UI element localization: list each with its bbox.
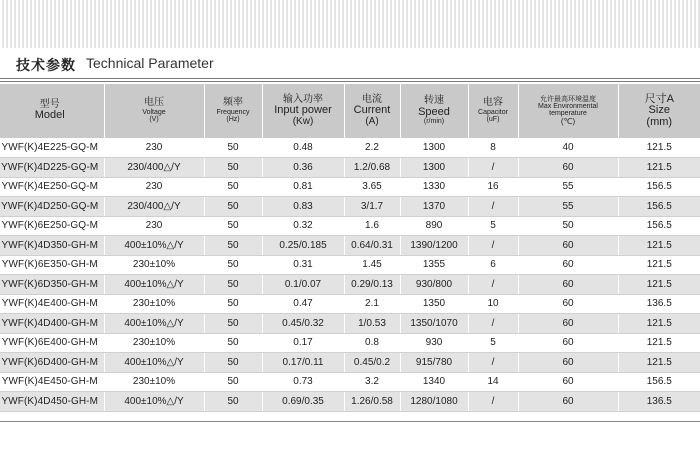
cell-size: 156.5: [618, 372, 700, 392]
column-header-voltage: [104, 84, 204, 138]
cell-max-temperature: 55: [518, 177, 618, 197]
cell-input-power: 0.1/0.07: [262, 275, 344, 295]
cell-speed: 1350/1070: [400, 314, 468, 334]
cell-current: 0.8: [344, 333, 400, 353]
cell-current: 3.65: [344, 177, 400, 197]
column-header-max-temperature: [518, 84, 618, 138]
cell-voltage: 230±10%: [104, 333, 204, 353]
cell-frequency: 50: [204, 158, 262, 178]
cell-speed: 1300: [400, 138, 468, 158]
column-header-size: [618, 84, 700, 138]
cell-max-temperature: 60: [518, 372, 618, 392]
header-cn: 尺寸A: [644, 92, 674, 105]
cell-current: 2.1: [344, 294, 400, 314]
cell-speed: 1355: [400, 255, 468, 275]
cell-voltage: 230/400△/Y: [104, 158, 204, 178]
cell-size: 121.5: [618, 353, 700, 373]
cell-size: 121.5: [618, 158, 700, 178]
cell-voltage: 230: [104, 177, 204, 197]
cell-capacitor: 8: [468, 138, 518, 158]
header-en: Input power: [274, 104, 332, 117]
header-cn: 型号: [39, 98, 60, 110]
cell-model: YWF(K)4D225-GQ-M: [0, 158, 104, 178]
cell-frequency: 50: [204, 197, 262, 217]
cell-current: 0.29/0.13: [344, 275, 400, 295]
cell-frequency: 50: [204, 372, 262, 392]
cell-frequency: 50: [204, 294, 262, 314]
cell-capacitor: 6: [468, 255, 518, 275]
cell-input-power: 0.17: [262, 333, 344, 353]
cell-max-temperature: 40: [518, 138, 618, 158]
table-row: [0, 177, 700, 197]
cell-model: YWF(K)6E400-GH-M: [0, 333, 104, 353]
cell-voltage: 230±10%: [104, 255, 204, 275]
table-row: [0, 275, 700, 295]
table-row: [0, 314, 700, 334]
header-en: Voltage: [142, 108, 166, 116]
decorative-stripe-band: [0, 0, 700, 48]
cell-size: 156.5: [618, 216, 700, 236]
cell-voltage: 400±10%△/Y: [104, 236, 204, 256]
cell-current: 1/0.53: [344, 314, 400, 334]
header-unit: (r/min): [423, 118, 445, 126]
cell-voltage: 230±10%: [104, 372, 204, 392]
cell-capacitor: 16: [468, 177, 518, 197]
cell-max-temperature: 60: [518, 392, 618, 412]
cell-speed: 1350: [400, 294, 468, 314]
cell-size: 156.5: [618, 177, 700, 197]
cell-current: 3/1.7: [344, 197, 400, 217]
cell-size: 156.5: [618, 197, 700, 217]
header-unit: (uF): [486, 116, 500, 124]
cell-model: YWF(K)4E450-GH-M: [0, 372, 104, 392]
cell-model: YWF(K)6D400-GH-M: [0, 353, 104, 373]
cell-input-power: 0.47: [262, 294, 344, 314]
cell-max-temperature: 60: [518, 353, 618, 373]
cell-voltage: 230±10%: [104, 294, 204, 314]
cell-max-temperature: 60: [518, 158, 618, 178]
header-unit: (mm): [646, 115, 673, 128]
title-divider-top: [0, 78, 700, 79]
cell-speed: 1280/1080: [400, 392, 468, 412]
table-row: [0, 372, 700, 392]
cell-capacitor: 5: [468, 333, 518, 353]
cell-speed: 1390/1200: [400, 236, 468, 256]
header-cn: 允许最高环境温度: [540, 95, 596, 103]
table-row: [0, 294, 700, 314]
header-en: Model: [34, 109, 65, 122]
cell-current: 1.2/0.68: [344, 158, 400, 178]
header-unit: (Hz): [226, 116, 240, 124]
cell-frequency: 50: [204, 138, 262, 158]
cell-voltage: 400±10%△/Y: [104, 392, 204, 412]
table-row: [0, 255, 700, 275]
table-row: [0, 138, 700, 158]
cell-input-power: 0.32: [262, 216, 344, 236]
column-header-capacitor: [468, 84, 518, 138]
cell-model: YWF(K)6E250-GQ-M: [0, 216, 104, 236]
cell-max-temperature: 60: [518, 333, 618, 353]
header-cn: 电流: [362, 93, 382, 105]
header-en: Size: [648, 104, 670, 117]
cell-model: YWF(K)6E350-GH-M: [0, 255, 104, 275]
cell-current: 0.64/0.31: [344, 236, 400, 256]
cell-capacitor: /: [468, 353, 518, 373]
header-en: Current: [353, 104, 391, 117]
cell-frequency: 50: [204, 392, 262, 412]
header-cn: 输入功率: [283, 93, 323, 105]
cell-model: YWF(K)4D250-GQ-M: [0, 197, 104, 217]
cell-frequency: 50: [204, 255, 262, 275]
header-unit: (A): [365, 115, 379, 127]
cell-capacitor: 5: [468, 216, 518, 236]
cell-frequency: 50: [204, 177, 262, 197]
cell-max-temperature: 60: [518, 255, 618, 275]
cell-speed: 1370: [400, 197, 468, 217]
cell-voltage: 400±10%△/Y: [104, 314, 204, 334]
cell-current: 3.2: [344, 372, 400, 392]
cell-size: 121.5: [618, 236, 700, 256]
cell-voltage: 230/400△/Y: [104, 197, 204, 217]
column-header-frequency: [204, 84, 262, 138]
cell-capacitor: /: [468, 236, 518, 256]
cell-speed: 915/780: [400, 353, 468, 373]
column-header-input-power: [262, 84, 344, 138]
cell-frequency: 50: [204, 275, 262, 295]
header-en: Frequency: [216, 108, 250, 116]
cell-speed: 1330: [400, 177, 468, 197]
cell-max-temperature: 60: [518, 275, 618, 295]
cell-frequency: 50: [204, 333, 262, 353]
cell-frequency: 50: [204, 216, 262, 236]
cell-max-temperature: 55: [518, 197, 618, 217]
header-en: Capacitor: [478, 108, 508, 116]
cell-voltage: 230: [104, 138, 204, 158]
cell-model: YWF(K)4E400-GH-M: [0, 294, 104, 314]
technical-parameter-table: [0, 84, 700, 412]
table-row: [0, 353, 700, 373]
cell-speed: 930/800: [400, 275, 468, 295]
cell-input-power: 0.17/0.11: [262, 353, 344, 373]
cell-current: 0.45/0.2: [344, 353, 400, 373]
cell-capacitor: 14: [468, 372, 518, 392]
cell-max-temperature: 60: [518, 236, 618, 256]
cell-voltage: 400±10%△/Y: [104, 275, 204, 295]
table-bottom-rule: [0, 421, 700, 422]
cell-size: 121.5: [618, 314, 700, 334]
header-cn: 电压: [144, 97, 164, 109]
cell-speed: 1300: [400, 158, 468, 178]
section-title-cn: 技术参数: [16, 57, 76, 73]
table-header-row: [0, 84, 700, 138]
cell-size: 121.5: [618, 275, 700, 295]
cell-speed: 890: [400, 216, 468, 236]
cell-size: 121.5: [618, 255, 700, 275]
table-row: [0, 236, 700, 256]
header-unit: (V): [149, 116, 159, 124]
cell-size: 136.5: [618, 392, 700, 412]
cell-model: YWF(K)4E225-GQ-M: [0, 138, 104, 158]
cell-voltage: 230: [104, 216, 204, 236]
column-header-model: [0, 84, 104, 138]
header-cn: 转速: [424, 95, 444, 107]
cell-voltage: 400±10%△/Y: [104, 353, 204, 373]
cell-current: 2.2: [344, 138, 400, 158]
cell-input-power: 0.73: [262, 372, 344, 392]
cell-capacitor: /: [468, 275, 518, 295]
header-cn: 频率: [223, 97, 243, 109]
cell-size: 121.5: [618, 138, 700, 158]
cell-current: 1.6: [344, 216, 400, 236]
header-en: Speed: [418, 105, 450, 118]
cell-max-temperature: 60: [518, 314, 618, 334]
header-cn: 电容: [483, 97, 503, 109]
cell-capacitor: /: [468, 392, 518, 412]
cell-input-power: 0.81: [262, 177, 344, 197]
table-row: [0, 392, 700, 412]
title-divider-bottom: [0, 81, 700, 82]
cell-max-temperature: 50: [518, 216, 618, 236]
cell-model: YWF(K)4D350-GH-M: [0, 236, 104, 256]
cell-current: 1.26/0.58: [344, 392, 400, 412]
column-header-speed: [400, 84, 468, 138]
table-body: [0, 138, 700, 411]
cell-input-power: 0.31: [262, 255, 344, 275]
cell-input-power: 0.25/0.185: [262, 236, 344, 256]
cell-input-power: 0.69/0.35: [262, 392, 344, 412]
header-unit: (Kw): [292, 115, 314, 127]
cell-size: 121.5: [618, 333, 700, 353]
cell-max-temperature: 60: [518, 294, 618, 314]
cell-model: YWF(K)4D450-GH-M: [0, 392, 104, 412]
cell-size: 136.5: [618, 294, 700, 314]
table-row: [0, 216, 700, 236]
section-title-en: Technical Parameter: [86, 55, 214, 71]
column-header-current: [344, 84, 400, 138]
cell-current: 1.45: [344, 255, 400, 275]
cell-input-power: 0.36: [262, 158, 344, 178]
cell-input-power: 0.48: [262, 138, 344, 158]
header-unit: (℃): [560, 116, 576, 126]
cell-capacitor: 10: [468, 294, 518, 314]
cell-speed: 930: [400, 333, 468, 353]
table-row: [0, 158, 700, 178]
header-en: Max Environmental temperature: [538, 103, 598, 118]
cell-model: YWF(K)4D400-GH-M: [0, 314, 104, 334]
table-row: [0, 333, 700, 353]
cell-frequency: 50: [204, 314, 262, 334]
cell-capacitor: /: [468, 197, 518, 217]
cell-speed: 1340: [400, 372, 468, 392]
cell-capacitor: /: [468, 158, 518, 178]
cell-input-power: 0.83: [262, 197, 344, 217]
cell-frequency: 50: [204, 236, 262, 256]
cell-input-power: 0.45/0.32: [262, 314, 344, 334]
table-row: [0, 197, 700, 217]
cell-frequency: 50: [204, 353, 262, 373]
cell-model: YWF(K)4E250-GQ-M: [0, 177, 104, 197]
cell-model: YWF(K)6D350-GH-M: [0, 275, 104, 295]
cell-capacitor: /: [468, 314, 518, 334]
